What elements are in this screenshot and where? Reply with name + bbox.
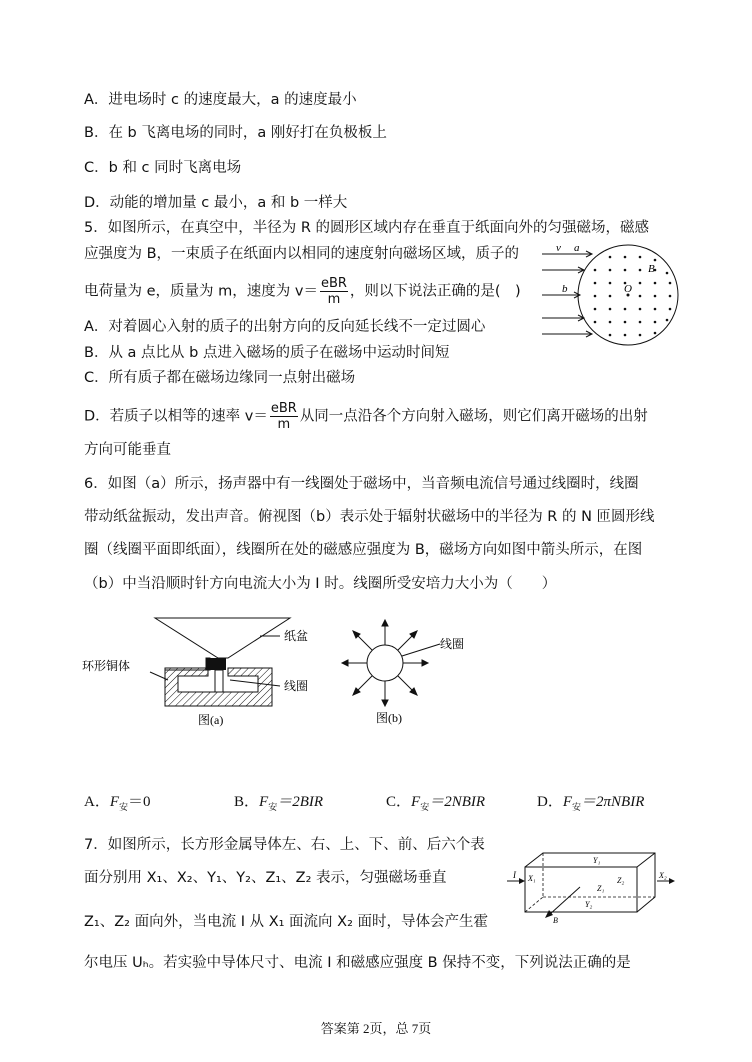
fraction-numerator: eBR bbox=[320, 276, 347, 291]
q6-stem-line2: 带动纸盆振动，发出声音。俯视图（b）表示处于辐射状磁场中的半径为 R 的 N 匝圆形线 bbox=[84, 509, 655, 525]
current-label: I bbox=[513, 870, 516, 880]
q4-option-c: C．b 和 c 同时飞离电场 bbox=[84, 160, 242, 176]
face-x1-label: X₁ bbox=[528, 874, 536, 883]
q5-option-d-fraction bbox=[270, 401, 298, 432]
page-footer: 答案第 2页，总 7页 bbox=[320, 1021, 432, 1036]
q5-velocity-fraction bbox=[320, 276, 348, 307]
q4-option-b: B．在 b 飞离电场的同时，a 刚好打在负极板上 bbox=[84, 125, 387, 141]
q5-stem-line1: 5．如图所示，在真空中，半径为 R 的圆形区域内存在垂直于纸面向外的匀强磁场，磁感 bbox=[84, 220, 650, 236]
option-letter: B． bbox=[234, 794, 260, 810]
coil-label-a: 线圈 bbox=[284, 679, 309, 693]
q6-speaker-figure bbox=[80, 610, 310, 730]
force-symbol: F bbox=[109, 794, 120, 810]
field-b-label: B bbox=[648, 263, 655, 275]
q5-option-d bbox=[84, 401, 648, 432]
q7-stem-line4: 尔电压 Uₕ。若实验中导体尺寸、电流 I 和磁感应强度 B 保持不变，下列说法正确的是 bbox=[84, 955, 631, 971]
q5-velocity-suffix: ，则以下说法正确的是( ) bbox=[349, 283, 521, 300]
option-letter: D． bbox=[537, 794, 563, 810]
q6-option-c bbox=[386, 790, 485, 813]
force-subscript: 安 bbox=[420, 802, 430, 812]
q5-option-c: C．所有质子都在磁场边缘同一点射出磁场 bbox=[84, 370, 356, 386]
option-expression: ＝2BIR bbox=[277, 794, 324, 810]
q5-stem-line3 bbox=[84, 276, 521, 307]
q5-velocity-prefix: 电荷量为 e，质量为 m，速度为 v＝ bbox=[84, 283, 318, 300]
q7-stem-line1: 7．如图所示，长方形金属导体左、右、上、下、前、后六个表 bbox=[84, 837, 485, 853]
face-y2-label: Y₂ bbox=[585, 900, 593, 909]
field-b-label: B bbox=[553, 916, 558, 925]
face-z2-label: Z₂ bbox=[617, 876, 625, 885]
q6-stem-line1: 6．如图（a）所示，扬声器中有一线圈处于磁场中，当音频电流信号通过线圈时，线圈 bbox=[84, 476, 639, 492]
q5-option-b: B．从 a 点比从 b 点进入磁场的质子在磁场中运动时间短 bbox=[84, 345, 450, 361]
force-subscript: 安 bbox=[572, 802, 582, 812]
face-x2-label: X₂ bbox=[659, 871, 667, 880]
figure-b-caption: 图(b) bbox=[376, 711, 402, 725]
figure-a-caption: 图(a) bbox=[198, 713, 224, 727]
q6-stem-line4: （b）中当沿顺时针方向电流大小为 I 时。线圈所受安培力大小为（ ） bbox=[84, 576, 557, 592]
q6-radial-field-figure bbox=[340, 618, 480, 730]
face-y1-label: Y₁ bbox=[593, 856, 601, 865]
force-symbol: F bbox=[259, 794, 269, 810]
center-o-label: O bbox=[624, 283, 632, 295]
option-expression: ＝2NBIR bbox=[429, 794, 486, 810]
paper-cone-label: 纸盆 bbox=[284, 629, 309, 643]
ring-copper-label: 环形铜体 bbox=[82, 659, 131, 673]
force-subscript: 安 bbox=[268, 802, 278, 812]
face-z1-label: Z₁ bbox=[597, 884, 605, 893]
q6-option-d bbox=[537, 790, 644, 813]
q6-stem-line3: 圈（线圈平面即纸面），线圈所在处的磁感应强度为 B，磁场方向如图中箭头所示，在图 bbox=[84, 542, 643, 558]
q5-stem-line2: 应强度为 B，一束质子在纸面内以相同的速度射向磁场区域，质子的 bbox=[84, 246, 520, 262]
option-expression: ＝0 bbox=[128, 794, 151, 810]
q6-option-b bbox=[234, 790, 323, 813]
q7-conductor-figure bbox=[505, 845, 675, 925]
q5-option-d-suffix: 从同一点沿各个方向射入磁场，则它们离开磁场的出射 bbox=[299, 408, 648, 425]
option-expression: ＝2πNBIR bbox=[581, 794, 645, 810]
q4-option-a: A．进电场时 c 的速度最大，a 的速度最小 bbox=[84, 92, 357, 108]
q5-magnetic-field-figure bbox=[540, 240, 690, 355]
option-letter: C． bbox=[386, 794, 412, 810]
force-symbol: F bbox=[562, 794, 573, 810]
q4-option-d: D．动能的增加量 c 最小，a 和 b 一样大 bbox=[84, 195, 348, 211]
q5-option-d-line2: 方向可能垂直 bbox=[84, 442, 171, 458]
force-symbol: F bbox=[411, 794, 421, 810]
q6-option-a bbox=[84, 790, 151, 813]
fraction-numerator: eBR bbox=[270, 401, 297, 416]
q5-option-d-prefix: D．若质子以相等的速率 v＝ bbox=[84, 408, 268, 425]
point-b-label: b bbox=[562, 283, 568, 295]
force-subscript: 安 bbox=[119, 802, 129, 812]
point-a-label: a bbox=[574, 242, 580, 254]
fraction-denominator: m bbox=[327, 292, 341, 307]
velocity-label: v bbox=[556, 242, 561, 254]
q7-stem-line2: 面分别用 X₁、X₂、Y₁、Y₂、Z₁、Z₂ 表示，匀强磁场垂直 bbox=[84, 870, 447, 886]
coil-label-b: 线圈 bbox=[440, 637, 465, 651]
q7-stem-line3: Z₁、Z₂ 面向外，当电流 I 从 X₁ 面流向 X₂ 面时，导体会产生霍 bbox=[84, 914, 489, 930]
option-letter: A． bbox=[84, 794, 110, 810]
q5-option-a: A．对着圆心入射的质子的出射方向的反向延长线不一定过圆心 bbox=[84, 319, 486, 335]
fraction-denominator: m bbox=[277, 417, 291, 432]
